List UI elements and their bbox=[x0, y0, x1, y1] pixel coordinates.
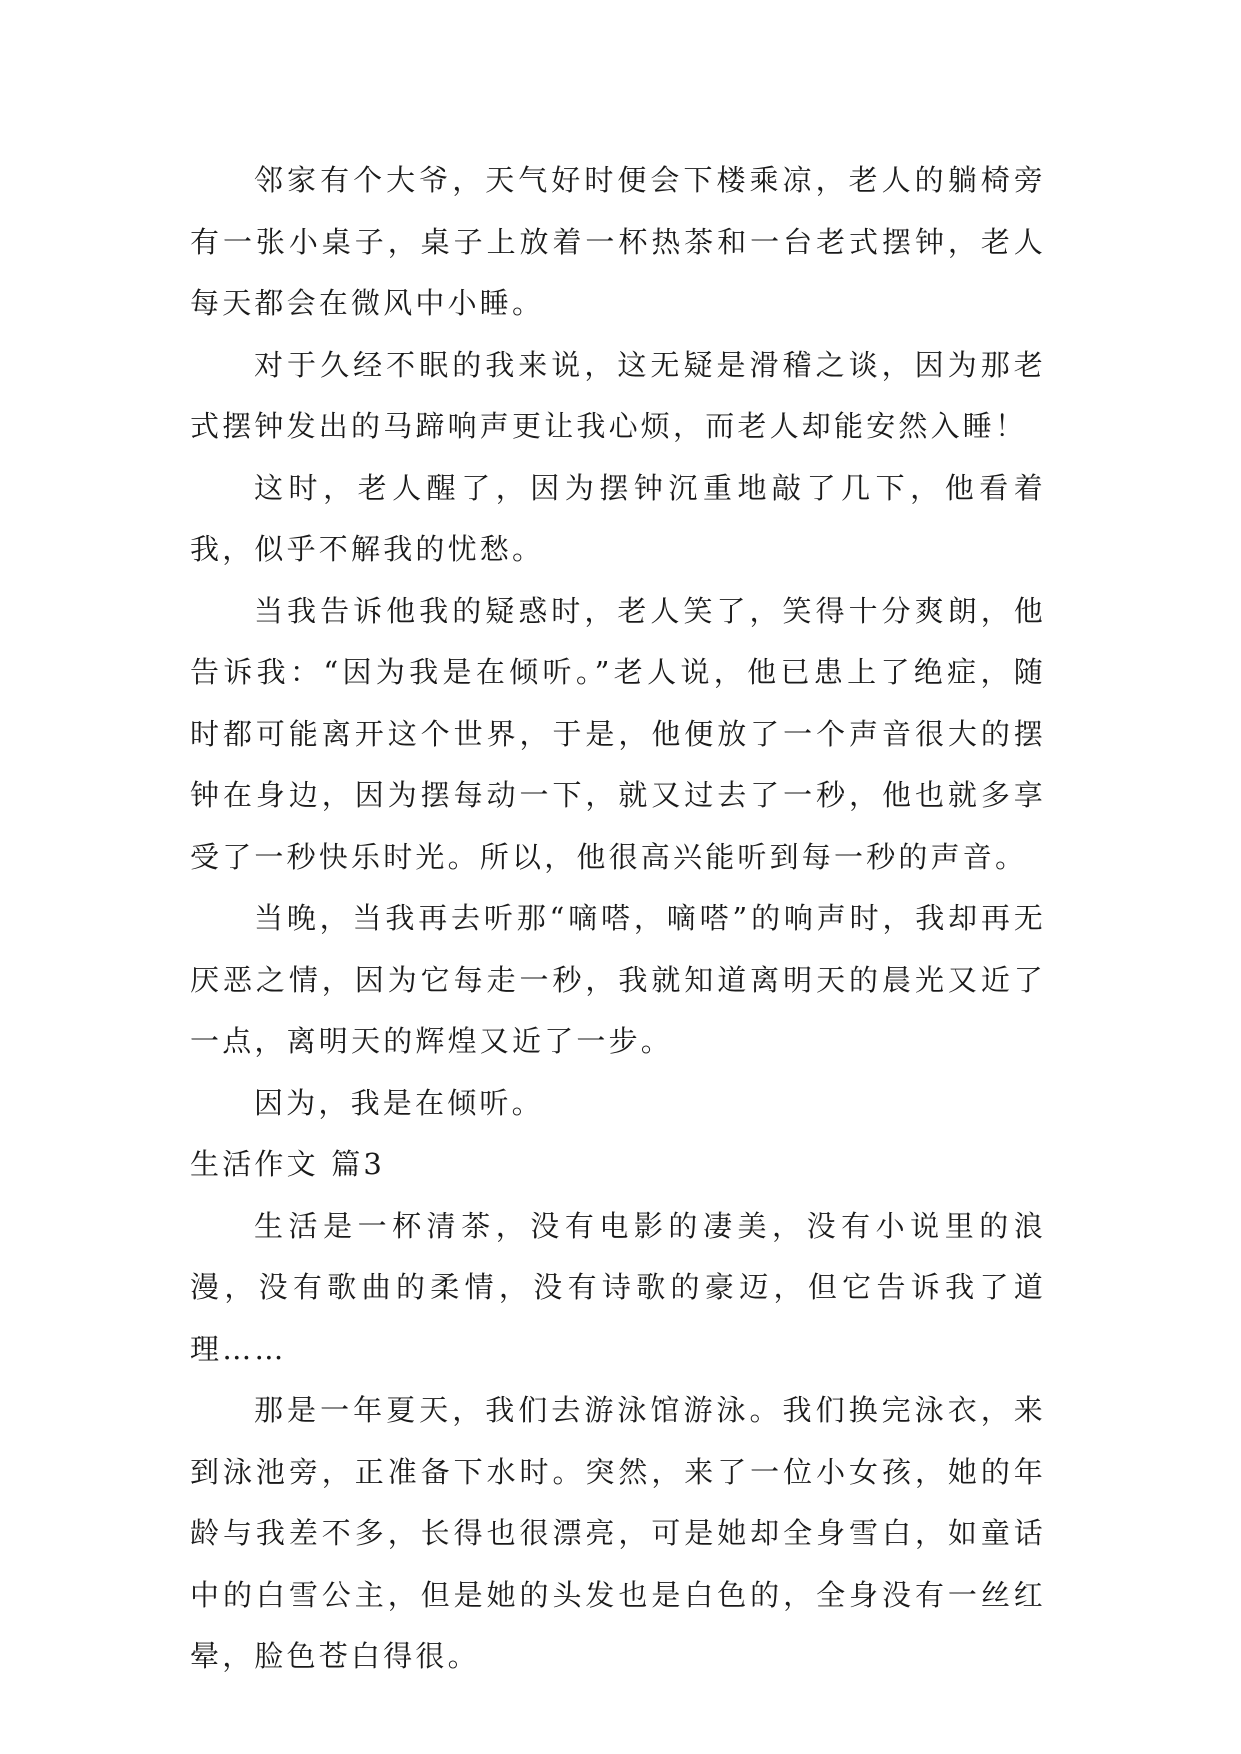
paragraph: 生活是一杯清茶，没有电影的凄美，没有小说里的浪漫，没有歌曲的柔情，没有诗歌的豪迈，但它告诉我了道理…… bbox=[190, 1208, 1046, 1366]
document-body bbox=[190, 150, 1046, 1688]
paragraph: 对于久经不眠的我来说，这无疑是滑稽之谈，因为那老式摆钟发出的马蹄响声更让我心烦，而老人却能安然入睡！ bbox=[190, 347, 1046, 443]
paragraph: 这时，老人醒了，因为摆钟沉重地敲了几下，他看着我，似乎不解我的忧愁。 bbox=[190, 470, 1046, 566]
paragraph: 那是一年夏天，我们去游泳馆游泳。我们换完泳衣，来到泳池旁，正准备下水时。突然，来了一位小女孩，她的年龄与我差不多，长得也很漂亮，可是她却全身雪白，如童话中的白雪公主，但是她的头发也是白色的，全身没有一丝红晕，脸色苍白得很。 bbox=[190, 1393, 1046, 1673]
paragraph: 当我告诉他我的疑惑时，老人笑了，笑得十分爽朗，他告诉我：“因为我是在倾听。”老人说，他已患上了绝症，随时都可能离开这个世界，于是，他便放了一个声音很大的摆钟在身边，因为摆每动一下，就又过去了一秒，他也就多享受了一秒快乐时光。所以，他很高兴能听到每一秒的声音。 bbox=[190, 593, 1046, 874]
section-heading: 生活作文 篇3 bbox=[190, 1147, 386, 1181]
paragraph: 邻家有个大爷，天气好时便会下楼乘凉，老人的躺椅旁有一张小桌子，桌子上放着一杯热茶和一台老式摆钟，老人每天都会在微风中小睡。 bbox=[190, 163, 1046, 320]
paragraph: 因为，我是在倾听。 bbox=[254, 1085, 544, 1120]
paragraph: 当晚，当我再去听那“嘀嗒，嘀嗒”的响声时，我却再无厌恶之情，因为它每走一秒，我就知道离明天的晨光又近了一点，离明天的辉煌又近了一步。 bbox=[190, 901, 1046, 1058]
